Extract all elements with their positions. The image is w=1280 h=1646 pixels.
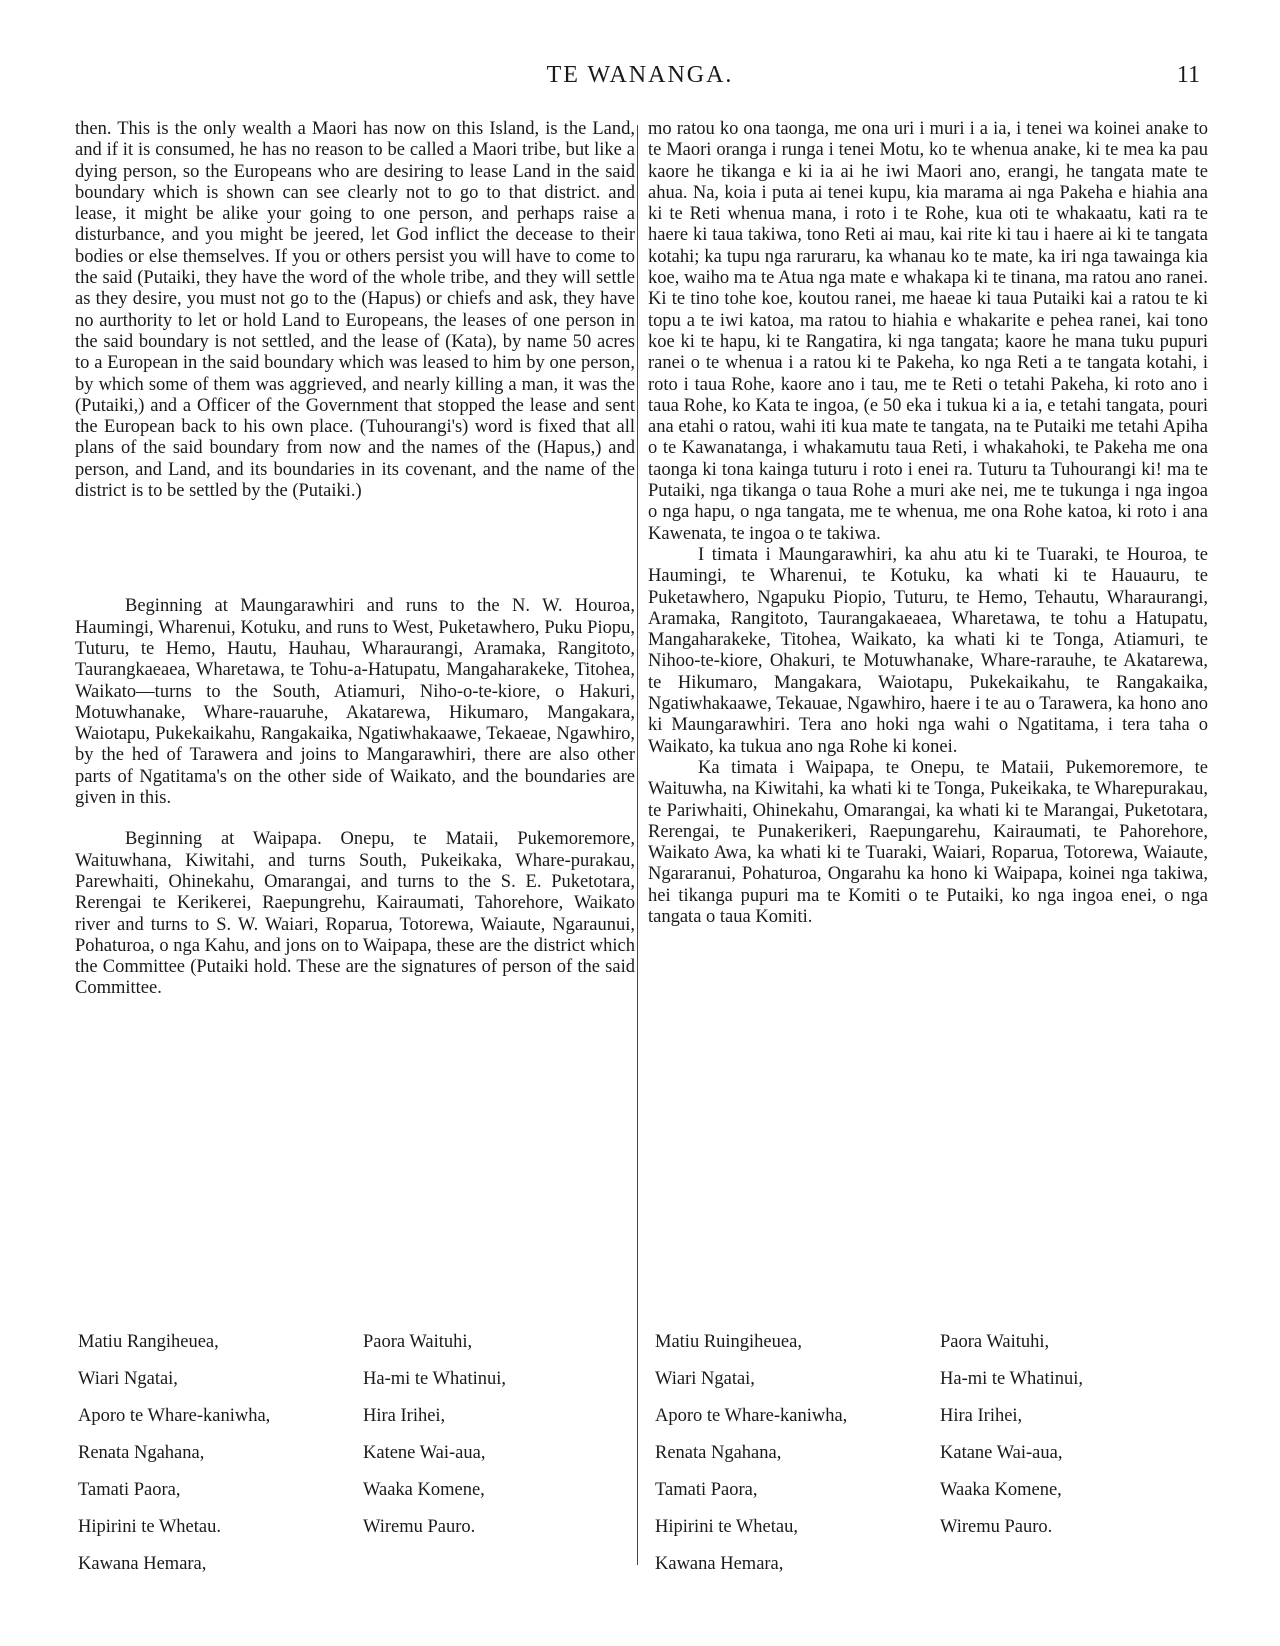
signature-name: Matiu Rangiheuea, (78, 1332, 219, 1352)
signature-row (78, 1480, 638, 1517)
signature-name: Hipirini te Whetau, (655, 1517, 798, 1537)
signature-name: Tamati Paora, (78, 1480, 181, 1500)
signature-name: Katene Wai-aua, (363, 1443, 486, 1463)
signature-row (78, 1443, 638, 1480)
signature-name: Wiari Ngatai, (78, 1369, 178, 1389)
signature-name: Hipirini te Whetau. (78, 1517, 221, 1537)
signature-row (655, 1406, 1215, 1443)
maori-column (648, 119, 1208, 928)
signature-name: Wiremu Pauro. (363, 1517, 476, 1537)
signature-name: Katane Wai-aua, (940, 1443, 1063, 1463)
signature-row (78, 1517, 638, 1554)
maori-signatures (655, 1332, 1215, 1591)
signature-name: Paora Waituhi, (363, 1332, 473, 1352)
signature-name: Wiremu Pauro. (940, 1517, 1053, 1537)
english-column (75, 119, 635, 1000)
maori-paragraph-3: Ka timata i Waipapa, te Onepu, te Mataii, Pukemoremore, te Waituwha, na Kiwitahi, ka whati ki te Tonga, Pukeikaka, te Wharepurakau, te Pariwhaiti, Ohinekahu, Omarangai, ka whati ki te Marangai, Puketotara, Rerengai, te Punakerikeri, Raepungarehu, Kairaumati, te Pahorehore, Waikato Awa, ka whati ki te Tuaraki, Waiari, Roparua, Totorewa, Waiaute, Ngararanui, Pohaturoa, Ongarahu ka hono ki Waipapa, koinei nga takiwa, hei tikanga pupuri ma te Komiti o te Putaiki, ko nga ingoa enei, o nga tangata o taua Komiti. (648, 757, 1208, 927)
signature-name: Kawana Hemara, (655, 1554, 784, 1574)
signature-name: Renata Ngahana, (655, 1443, 782, 1463)
signature-name: Wiari Ngatai, (655, 1369, 755, 1389)
english-paragraph-1: then. This is the only wealth a Maori has now on this Island, is the Land, and if it is consumed, he has no reason to be called a Maori tribe, but like a dying person, so the Europeans who are desiring to lease Land in the said boundary which is shown can see clearly not to go to that district. and lease, it might be alike your going to one person, and perhaps raise a disturbance, and you might be jeered, let God inflict the decease to their bodies or else themselves. If you or others persist you will have to come to the said (Putaiki, they have the word of the whole tribe, and they will settle as they desire, you must not go to the (Hapus) or chiefs and ask, they have no aurthority to let or hold Land to Europeans, the leases of one person in the said boundary is not settled, and the lease of (Kata), by name 50 acres to a European in the said boundary which was leased to him by one person, by which some of them was aggrieved, and nearly killing a man, it was the (Putaiki,) and a Officer of the Government that stopped the lease and sent the European back to his own place. (Tuhourangi's) word is fixed that all plans of the said boundary from now and the names of the (Hapus,) and person, and Land, and its boundaries in its covenant, and the name of the district is to be settled by the (Putaiki.) (75, 119, 635, 502)
signature-row (78, 1332, 638, 1369)
maori-paragraph-1: mo ratou ko ona taonga, me ona uri i muri i a ia, i tenei wa koinei anake to te Maori oranga i runga i tenei Motu, ko te whenua anake, ki te mea ka pau kaore he tikanga e ki ia ai he iwi Maori ano, erangi, he tangata mate te ahua. Na, koia i puta ai tenei kupu, kia marama ai nga Pakeha e hiahia ana ki te Reti whenua mana, i roto i te Rohe, kua oti te whakaatu, kati ra te haere ki taua takiwa, tono Reti ai mau, kai rite ki tau i haere ai ki te tangata kotahi; ka tupu nga raruraru, ka whanau ko te mate, ka iri nga tawainga kia koe, waiho ma te Atua nga mate e whakapa ki te tinana, ma ratou ano ranei. Ki te tino tohe koe, koutou ranei, me haeae ki taua Putaiki kai a ratou te ki topu a te iwi katoa, ma ratou to hiahia e whakarite e pehea ranei, kai tono koe ki te hapu, ki te Rangatira, ki nga tangata; kaore he mana tuku pupuri ranei o te whenua i a ratou ki te Pakeha, ko nga Reti a te tangata kotahi, i roto i taua Rohe, kaore ano i tau, me te Reti o tetahi Pakeha, ki roto ano i taua Rohe, ko Kata te ingoa, (e 50 eka i tukua ki a ia, e tetahi tangata, pouri ana etahi o ratou, wahi iti kua mate te tangata, na te Putaiki me tetahi Apiha o te Kawanatanga, i whakamutu taua Reti, i whakahoki, te Pakeha me ona taonga ki tona kainga tuturu i roto i enei ra. Tuturu ta Tuhourangi ki! ma te Putaiki, nga tikanga o taua Rohe a muri ake nei, me te tukunga i nga ingoa o nga hapu, o nga tangata, me te whenua, me ona Rohe katoa, ki roto i ana Kawenata, te ingoa o te takiwa. (648, 119, 1208, 544)
page-title: TE WANANGA. (546, 62, 734, 88)
signature-name: Ha-mi te Whatinui, (363, 1369, 506, 1389)
maori-paragraph-2: I timata i Maungarawhiri, ka ahu atu ki te Tuaraki, te Houroa, te Haumingi, te Wharenui, te Kotuku, ka whati ki te Hauauru, te Puketawhero, Ngapuku Piopio, Tuturu, te Hemo, Tehautu, Wharaurangi, Aramaka, Rangitoto, Taurangakaeaea, Wharetawa, te tohu a Hatupatu, Mangaharakeke, Titohea, Waikato, ka whati ki te Tonga, Atiamuri, te Nihoo-te-kiore, Ohakuri, te Motuwhanake, Whare-rarauhe, te Akatarewa, te Hikumaro, Mangakara, Waiotapu, Pukekaikahu, te Rangakaika, Ngatiwhakaawe, Tekauae, Ngawhiro, haere i te au o Tarawera, ka hono ano ki Maungarawhiri. Tera ano hoki nga wahi o Ngatitama, i tera taha o Waikato, ka tukua ano nga Rohe ki konei. (648, 544, 1208, 757)
signature-row (655, 1554, 1215, 1591)
signature-name: Waaka Komene, (940, 1480, 1062, 1500)
signature-row (655, 1369, 1215, 1406)
signature-name: Waaka Komene, (363, 1480, 485, 1500)
signature-row (655, 1443, 1215, 1480)
signature-name: Hira Irihei, (363, 1406, 446, 1426)
signature-name: Aporo te Whare-kaniwha, (655, 1406, 848, 1426)
english-signatures (78, 1332, 638, 1591)
signature-row (78, 1406, 638, 1443)
signature-name: Renata Ngahana, (78, 1443, 205, 1463)
signature-row (78, 1369, 638, 1406)
signature-name: Kawana Hemara, (78, 1554, 207, 1574)
signature-row (655, 1332, 1215, 1369)
page-number: 11 (1176, 62, 1200, 88)
signature-row (655, 1480, 1215, 1517)
page-header (0, 62, 1280, 96)
english-paragraph-3: Beginning at Waipapa. Onepu, te Mataii, Pukemoremore, Waituwhana, Kiwitahi, and turns South, Pukeikaka, Whare-purakau, Parewhaiti, Ohinekahu, Omarangai, and turns to the S. E. Puketotara, Rerengai te Kerikerei, Raepungrehu, Kairaumati, Tahorehore, Waikato river and turns to S. W. Waiari, Roparua, Totorewa, Waiaute, Ngaraunui, Pohaturoa, o nga Kahu, and jons on to Waipapa, these are the district which the Committee (Putaiki hold. These are the signatures of person of the said Committee. (75, 829, 635, 999)
signature-row (655, 1517, 1215, 1554)
signature-name: Hira Irihei, (940, 1406, 1023, 1426)
signature-name: Aporo te Whare-kaniwha, (78, 1406, 271, 1426)
english-paragraph-2: Beginning at Maungarawhiri and runs to the N. W. Houroa, Haumingi, Wharenui, Kotuku, and runs to West, Puketawhero, Puku Piopu, Tuturu, te Hemo, Hautu, Hauhau, Wharaurangi, Aramaka, Rangitoto, Taurangkaeaea, Wharetawa, te Tohu-a-Hatupatu, Mangaharakeke, Titohea, Waikato—turns to the South, Atiamuri, Niho-o-te-kiore, o Hakuri, Motuwhanake, Whare-rauaruhe, Akatarewa, Hikumaro, Mangakara, Waiotapu, Pukekaikahu, Rangakaika, Ngatiwhakaawe, Tekaeae, Ngawhiro, by the hed of Tarawera and joins to Mangarawhiri, there are also other parts of Ngatitama's on the other side of Waikato, and the boundaries are given in this. (75, 596, 635, 809)
signature-name: Ha-mi te Whatinui, (940, 1369, 1083, 1389)
signature-row (78, 1554, 638, 1591)
signature-name: Tamati Paora, (655, 1480, 758, 1500)
signature-name: Paora Waituhi, (940, 1332, 1050, 1352)
signature-name: Matiu Ruingiheuea, (655, 1332, 802, 1352)
